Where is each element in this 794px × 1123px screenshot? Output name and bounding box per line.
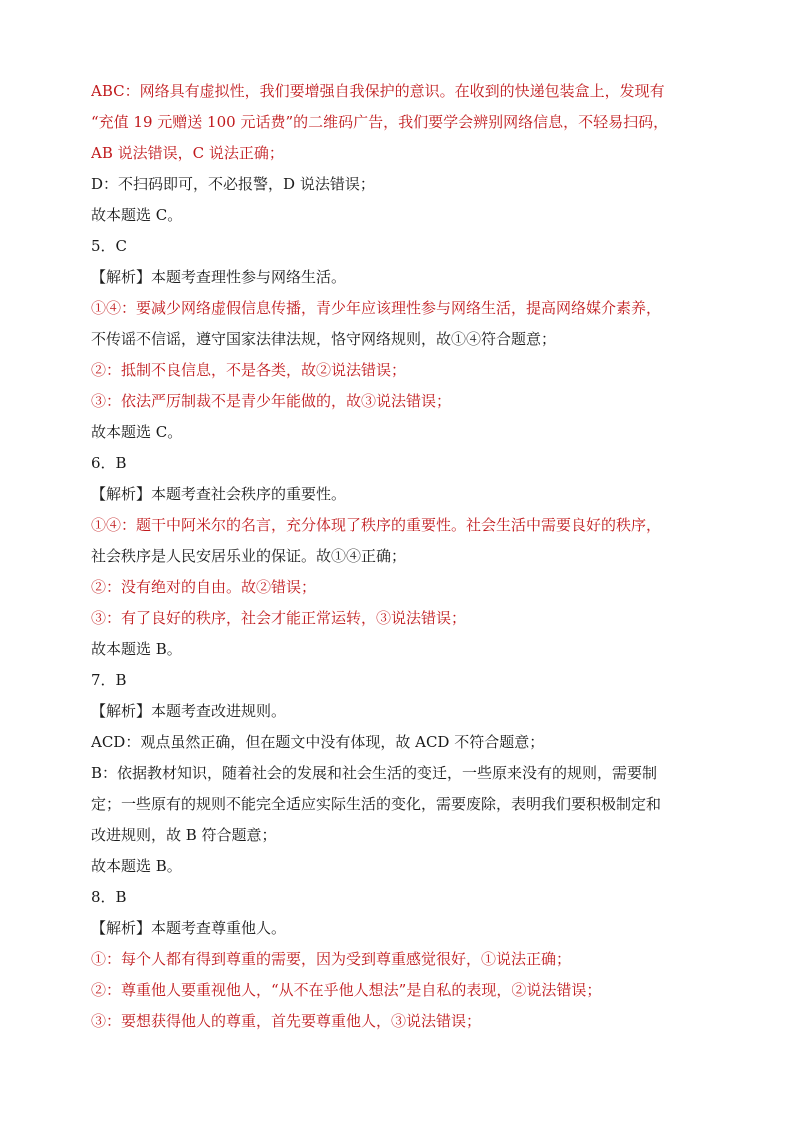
analysis-heading: 【解析】本题考查改进规则。 <box>91 702 287 720</box>
text-line: 改进规则，故 B 符合题意； <box>91 826 277 844</box>
text-line: ①：每个人都有得到尊重的需要，因为受到尊重感觉很好，①说法正确； <box>91 950 572 968</box>
text-line: ②：尊重他人要重视他人，“从不在乎他人想法”是自私的表现，②说法错误； <box>91 981 602 999</box>
text-line: ③：有了良好的秩序，社会才能正常运转，③说法错误； <box>91 609 467 627</box>
text-line: 故本题选 B。 <box>91 640 182 658</box>
text-line: 故本题选 C。 <box>91 423 183 441</box>
question-number: 7．B <box>91 671 127 689</box>
text-line: AB 说法错误，C 说法正确； <box>91 144 284 162</box>
text-line: 故本题选 C。 <box>91 206 183 224</box>
text-line: 定；一些原有的规则不能完全适应实际生活的变化，需要废除，表明我们要积极制定和 <box>91 795 662 813</box>
text-line: ②：没有绝对的自由。故②错误； <box>91 578 317 596</box>
text-line: ③：要想获得他人的尊重，首先要尊重他人，③说法错误； <box>91 1012 482 1030</box>
text-line: ②：抵制不良信息，不是各类，故②说法错误； <box>91 361 407 379</box>
text-line: D：不扫码即可，不必报警，D 说法错误； <box>91 175 375 193</box>
text-line: ③：依法严厉制裁不是青少年能做的，故③说法错误； <box>91 392 452 410</box>
text-line: B：依据教材知识，随着社会的发展和社会生活的变迁，一些原来没有的规则，需要制 <box>91 764 658 782</box>
question-number: 5．C <box>91 237 128 255</box>
analysis-heading: 【解析】本题考查尊重他人。 <box>91 919 287 937</box>
question-number: 6．B <box>91 454 127 472</box>
text-line: 故本题选 B。 <box>91 857 182 875</box>
question-number: 8．B <box>91 888 127 906</box>
text-line: ①④：要减少网络虚假信息传播，青少年应该理性参与网络生活，提高网络媒介素养， <box>91 299 662 317</box>
text-line: 社会秩序是人民安居乐业的保证。故①④正确； <box>91 547 407 565</box>
text-line: “充值 19 元赠送 100 元话费”的二维码广告，我们要学会辨别网络信息，不轻易扫码， <box>91 113 669 131</box>
text-line: ACD：观点虽然正确，但在题文中没有体现，故 ACD 不符合题意； <box>91 733 545 751</box>
text-line: 不传谣不信谣，遵守国家法律法规，恪守网络规则，故①④符合题意； <box>91 330 557 348</box>
analysis-heading: 【解析】本题考查社会秩序的重要性。 <box>91 485 347 503</box>
analysis-heading: 【解析】本题考查理性参与网络生活。 <box>91 268 347 286</box>
text-line: ABC：网络具有虚拟性，我们要增强自我保护的意识。在收到的快递包装盒上，发现有 <box>91 82 665 100</box>
text-line: ①④：题干中阿米尔的名言，充分体现了秩序的重要性。社会生活中需要良好的秩序， <box>91 516 662 534</box>
